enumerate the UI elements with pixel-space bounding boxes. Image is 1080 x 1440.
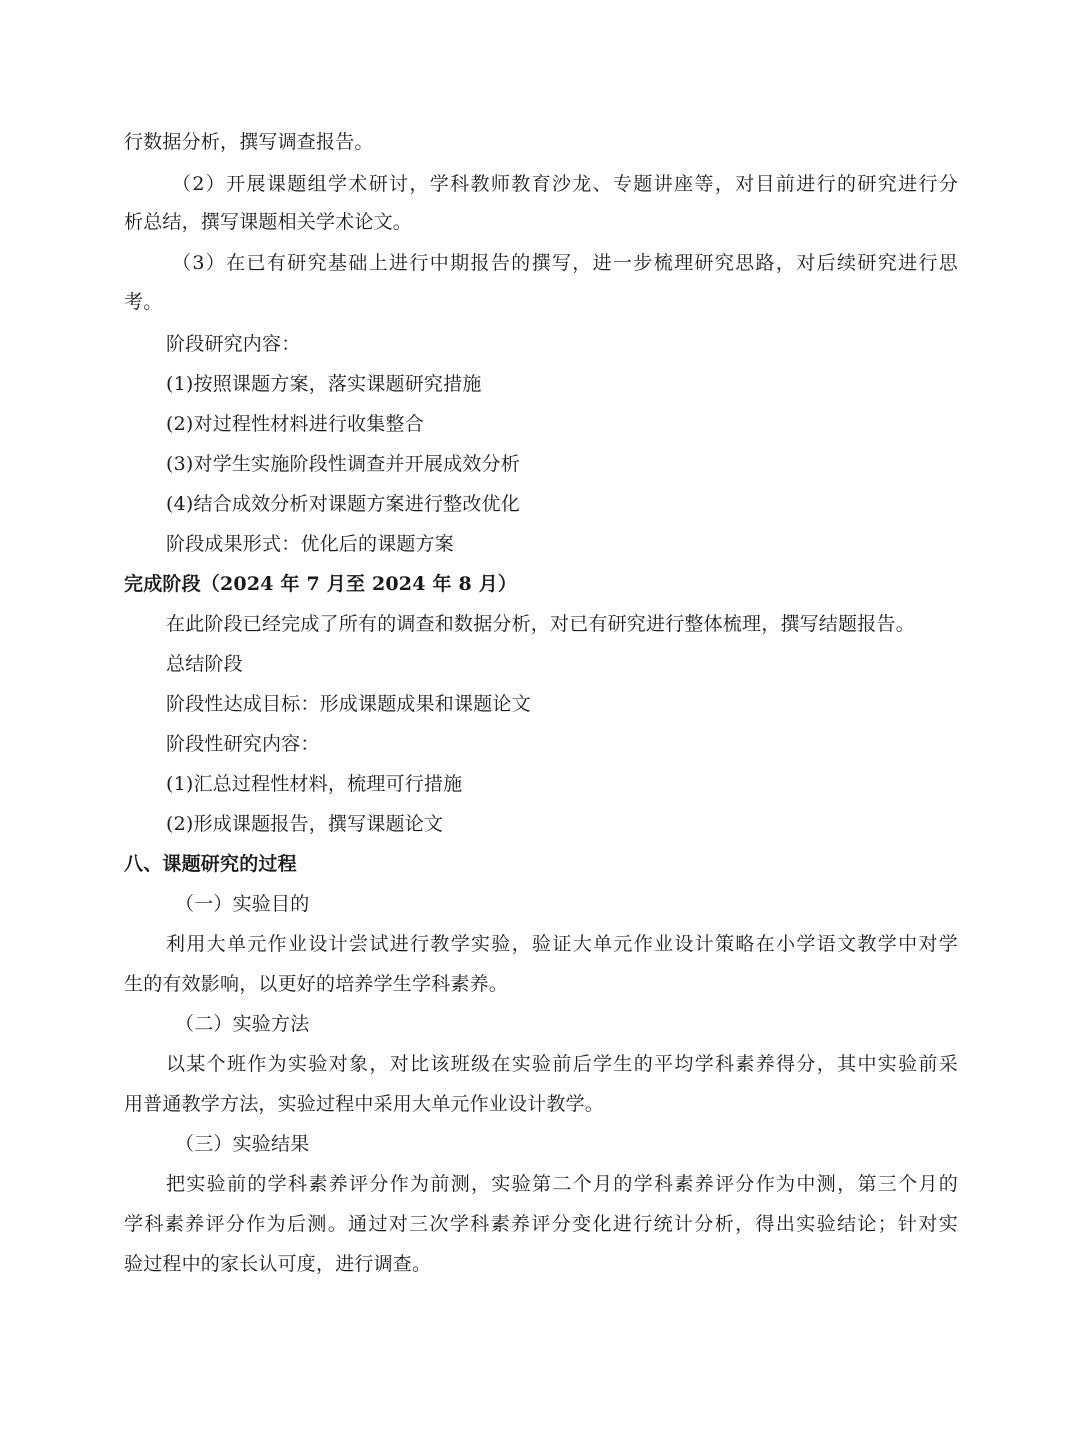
stage-goal: 阶段性达成目标：形成课题成果和课题论文 <box>166 693 531 715</box>
paragraph-line: （3）在已有研究基础上进行中期报告的撰写，进一步梳理研究思路，对后续研究进行思 <box>172 252 958 274</box>
paragraph-line: 利用大单元作业设计尝试进行教学实验，验证大单元作业设计策略在小学语文教学中对学 <box>166 933 958 955</box>
paragraph-line: 在此阶段已经完成了所有的调查和数据分析，对已有研究进行整体梳理，撰写结题报告。 <box>166 613 915 635</box>
paragraph-line: （2）开展课题组学术研讨，学科教师教育沙龙、专题讲座等，对目前进行的研究进行分 <box>172 173 958 195</box>
section-heading: 八、课题研究的过程 <box>124 853 297 875</box>
paragraph-line: 行数据分析，撰写调查报告。 <box>124 131 374 153</box>
subsection-heading: （三）实验结果 <box>175 1133 310 1155</box>
list-item: (2)形成课题报告，撰写课题论文 <box>166 813 444 835</box>
section-label: 阶段性研究内容： <box>166 733 320 755</box>
subsection-heading: （一）实验目的 <box>175 893 310 915</box>
section-label: 阶段研究内容： <box>166 333 301 355</box>
list-item: (1)汇总过程性材料，梳理可行措施 <box>166 773 463 795</box>
list-item: (1)按照课题方案，落实课题研究措施 <box>166 373 482 395</box>
list-item: (2)对过程性材料进行收集整合 <box>166 413 424 435</box>
paragraph-line: 验过程中的家长认可度，进行调查。 <box>124 1253 432 1275</box>
list-item: (3)对学生实施阶段性调查并开展成效分析 <box>166 453 520 475</box>
section-label: 总结阶段 <box>166 653 243 675</box>
paragraph-line: 生的有效影响，以更好的培养学生学科素养。 <box>124 973 509 995</box>
paragraph-line: 析总结，撰写课题相关学术论文。 <box>124 211 413 233</box>
stage-outcome: 阶段成果形式：优化后的课题方案 <box>166 533 455 555</box>
subsection-heading: （二）实验方法 <box>175 1013 310 1035</box>
paragraph-line: 用普通教学方法，实验过程中采用大单元作业设计教学。 <box>124 1093 605 1115</box>
paragraph-line: 学科素养评分作为后测。通过对三次学科素养评分变化进行统计分析，得出实验结论；针对实 <box>124 1213 958 1235</box>
paragraph-line: 以某个班作为实验对象，对比该班级在实验前后学生的平均学科素养得分，其中实验前采 <box>166 1053 958 1075</box>
list-item: (4)结合成效分析对课题方案进行整改优化 <box>166 493 520 515</box>
paragraph-line: 考。 <box>124 291 163 313</box>
stage-heading: 完成阶段（2024 年 7 月至 2024 年 8 月） <box>124 573 518 595</box>
paragraph-line: 把实验前的学科素养评分作为前测，实验第二个月的学科素养评分作为中测，第三个月的 <box>166 1173 958 1195</box>
